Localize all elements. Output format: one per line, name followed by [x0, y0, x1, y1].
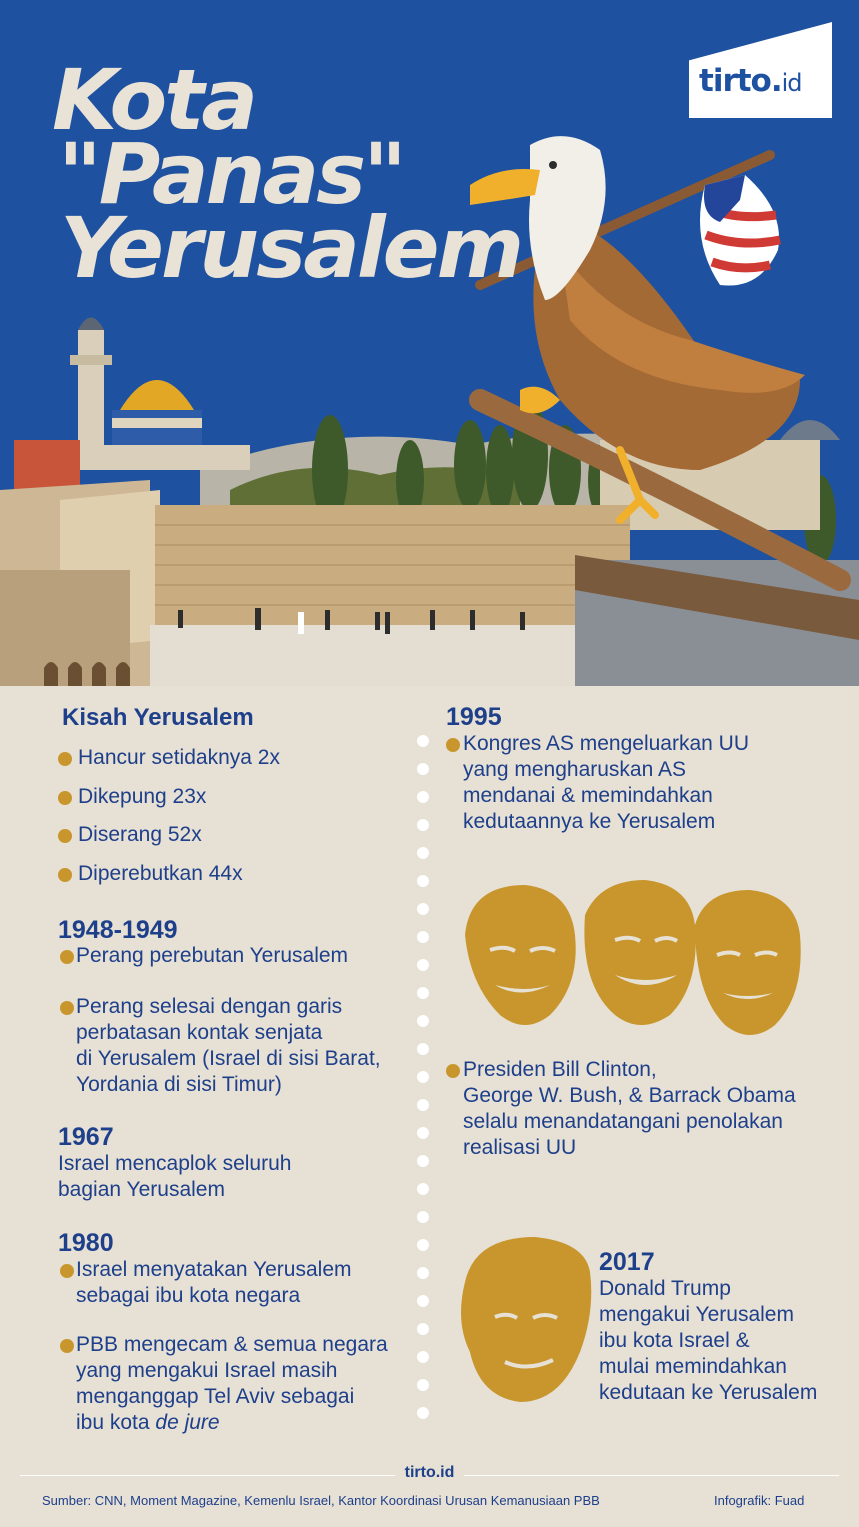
title-line-2: "Panas"	[58, 125, 404, 223]
year-1967: 1967	[58, 1123, 114, 1151]
title-line-1: Kota	[52, 51, 256, 149]
year-1948: 1948-1949	[58, 916, 178, 944]
timeline-dot	[417, 1323, 429, 1335]
timeline-dot	[417, 1267, 429, 1279]
trump-portrait-illustration	[445, 1232, 595, 1412]
bullet-icon	[60, 950, 74, 964]
timeline-dot	[417, 1295, 429, 1307]
event-presidents: Presiden Bill Clinton, George W. Bush, & Barrack Obama selalu menandatangani penolakan realisasi UU	[463, 1058, 796, 1159]
bullet-icon	[446, 1064, 460, 1078]
timeline-dot	[417, 847, 429, 859]
footer-brand: tirto.id	[0, 1464, 859, 1482]
timeline-dot	[417, 959, 429, 971]
timeline-dot	[417, 1127, 429, 1139]
timeline-dot	[417, 735, 429, 747]
year-2017: 2017	[599, 1248, 655, 1276]
timeline-dot	[417, 1183, 429, 1195]
timeline-dot	[417, 791, 429, 803]
event-2017: Donald Trump mengakui Yerusalem ibu kota Israel & mulai memindahkan kedutaan ke Yerusalem	[599, 1277, 818, 1404]
bullet-icon	[58, 791, 72, 805]
event-1967: Israel mencaplok seluruh bagian Yerusalem	[58, 1152, 292, 1201]
event-1980-2: PBB mengecam & semua negara yang mengakui Israel masih menganggap Tel Aviv sebagai ibu kota de jure	[76, 1333, 388, 1434]
timeline-dot	[417, 875, 429, 887]
bullet-icon	[58, 868, 72, 882]
event-1995: Kongres AS mengeluarkan UU yang mengharuskan AS mendanai & memindahkan kedutaannya ke Yerusalem	[463, 732, 749, 833]
timeline-dot	[417, 1379, 429, 1391]
source-text: Sumber: CNN, Moment Magazine, Kemenlu Israel, Kantor Koordinasi Urusan Kemanusiaan PBB	[42, 1493, 600, 1508]
timeline-dot	[417, 903, 429, 915]
timeline-dot	[417, 1407, 429, 1419]
bullet-icon	[60, 1264, 74, 1278]
timeline-dot	[417, 931, 429, 943]
hero-banner	[0, 0, 859, 686]
kisah-title: Kisah Yerusalem	[62, 704, 254, 731]
bullet-icon	[60, 1001, 74, 1015]
timeline-dot	[417, 1351, 429, 1363]
timeline-dot	[417, 1071, 429, 1083]
timeline-dot	[417, 1155, 429, 1167]
timeline-dot	[417, 1099, 429, 1111]
bullet-icon	[58, 752, 72, 766]
event-1948-2: Perang selesai dengan garis perbatasan kontak senjata di Yerusalem (Israel di sisi Barat, Yordania di sisi Timur)	[76, 995, 381, 1096]
timeline-dot	[417, 1015, 429, 1027]
event-1980-1: Israel menyatakan Yerusalem sebagai ibu kota negara	[76, 1258, 352, 1307]
bullet-icon	[446, 738, 460, 752]
kisah-item-3: Diserang 52x	[78, 823, 202, 846]
year-1995: 1995	[446, 703, 502, 731]
year-1980: 1980	[58, 1229, 114, 1257]
presidents-portrait-illustration	[455, 875, 815, 1055]
timeline-dot	[417, 987, 429, 999]
bullet-icon	[60, 1339, 74, 1353]
kisah-item-2: Dikepung 23x	[78, 785, 207, 808]
timeline-dot	[417, 1239, 429, 1251]
title-line-3: Yerusalem	[60, 199, 522, 297]
timeline-dot	[417, 1211, 429, 1223]
timeline-dot	[417, 819, 429, 831]
timeline-dot	[417, 763, 429, 775]
timeline-dot	[417, 1043, 429, 1055]
kisah-item-4: Diperebutkan 44x	[78, 862, 243, 885]
kisah-item-1: Hancur setidaknya 2x	[78, 746, 280, 769]
bullet-icon	[58, 829, 72, 843]
tirto-logo: tirto.id	[689, 22, 832, 118]
credit-text: Infografik: Fuad	[714, 1493, 805, 1508]
event-1948-1: Perang perebutan Yerusalem	[76, 944, 349, 967]
